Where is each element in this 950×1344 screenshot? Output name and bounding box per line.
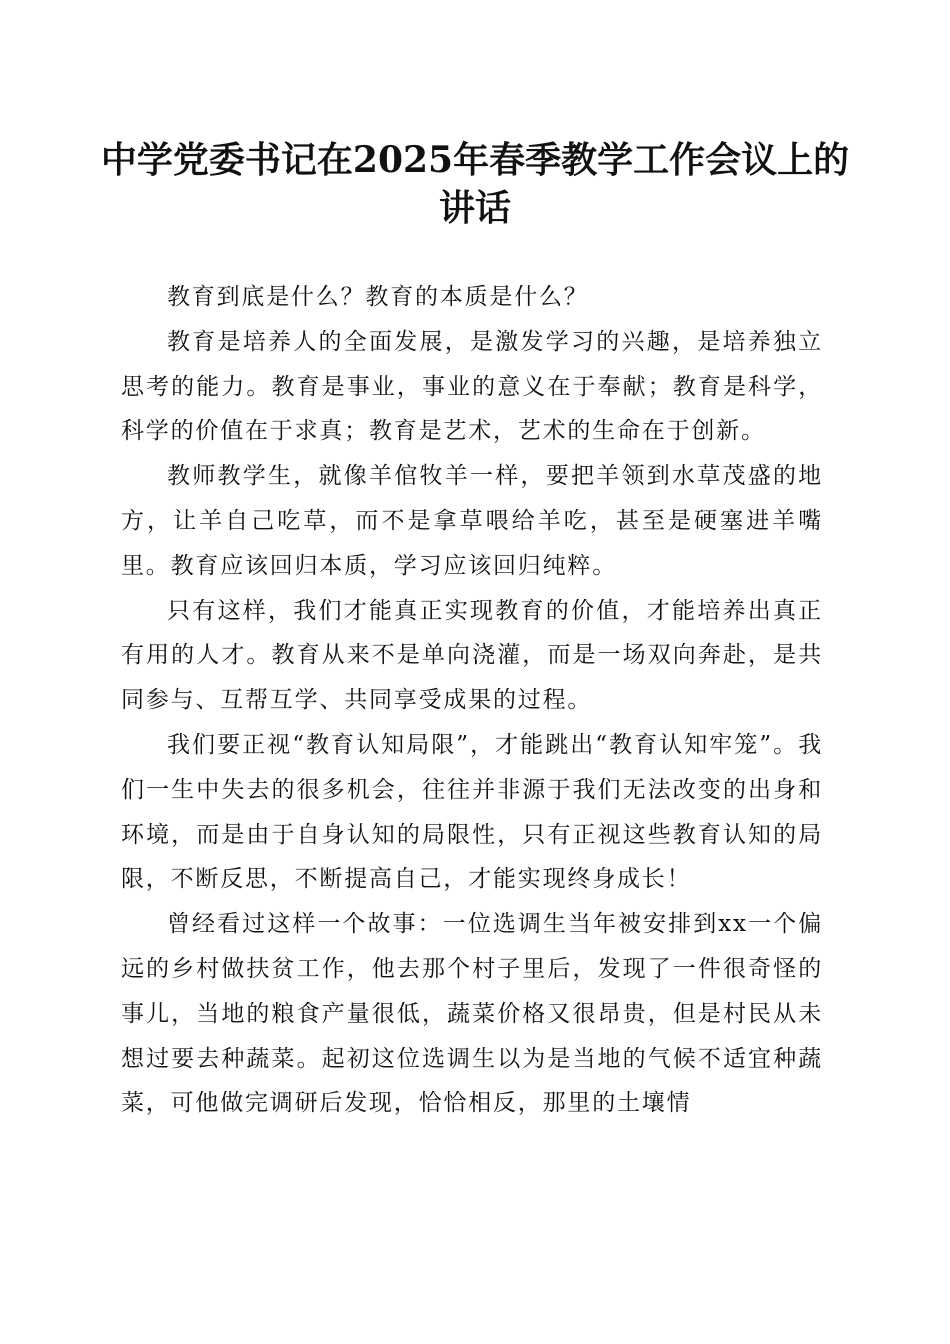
- paragraph: 教育到底是什么？教育的本质是什么？: [167, 284, 589, 310]
- paragraph: 我们要正视“教育认知局限”，才能跳出“教育认知牢笼”。我们一生中失去的很多机会，往往并非源于我们无法改变的出身和环境，而是由于自身认知的局限性，只有正视这些教育认知的局限，不断反思，不断提高自己，才能实现终身成长！: [121, 731, 823, 893]
- document-title: 中学党委书记在2025年春季教学工作会议上的讲话: [100, 139, 850, 229]
- paragraph: 只有这样，我们才能真正实现教育的价值，才能培养出真正有用的人才。教育从来不是单向浇灌，而是一场双向奔赴，是共同参与、互帮互学、共同享受成果的过程。: [121, 597, 823, 714]
- paragraph: 曾经看过这样一个故事：一位选调生当年被安排到xx一个偏远的乡村做扶贫工作，他去那个村子里后，发现了一件很奇怪的事儿，当地的粮食产量很低，蔬菜价格又很昂贵，但是村民从未想过要去种蔬菜。起初这位选调生以为是当地的气候不适宜种蔬菜，可他做完调研后发现，恰恰相反，那里的土壤情: [121, 911, 823, 1117]
- document-body: [121, 275, 823, 1126]
- paragraph: 教育是培养人的全面发展，是激发学习的兴趣，是培养独立思考的能力。教育是事业，事业的意义在于奉献；教育是科学，科学的价值在于求真；教育是艺术，艺术的生命在于创新。: [121, 328, 823, 445]
- paragraph: 教师教学生，就像羊倌牧羊一样，要把羊领到水草茂盛的地方，让羊自己吃草，而不是拿草喂给羊吃，甚至是硬塞进羊嘴里。教育应该回归本质，学习应该回归纯粹。: [121, 463, 823, 579]
